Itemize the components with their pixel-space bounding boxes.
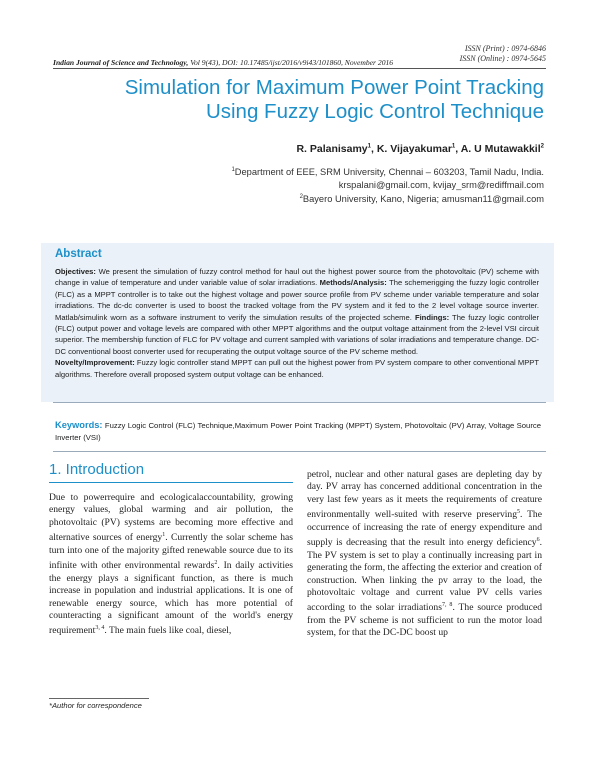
citation-3: 3, 4: [95, 625, 105, 632]
intro-right-text-3: . The PV system is set to play a continually increasing part in generating the form, the affecting the exterior and creation of construction. When linking the pv array to the load, the photovoltaic voltage and current value PV cells varies according to the solar irradiations: [307, 537, 542, 614]
intro-left-text-3: . In daily activities the energy plays a significant function, as there is much increase in population and industrial applications. It is one of renewable energy source, which has more potential of counteracting a significant amount of the world's energy requirement: [49, 560, 293, 637]
objectives-label: Objectives:: [55, 267, 96, 276]
author-3-sup: 2: [540, 143, 544, 150]
affiliation-2-sup: 2: [299, 194, 303, 200]
issn-print: ISSN (Print) : 0974-6846: [464, 44, 546, 53]
novelty-label: Novelty/Improvement:: [55, 358, 135, 368]
abstract-heading: Abstract: [55, 248, 102, 260]
intro-left-column: [49, 492, 293, 638]
keywords-label: Keywords:: [55, 420, 103, 430]
journal-details: Vol 9(43), DOI: 10.17485/ijst/2016/v9i43/101860, November 2016: [188, 58, 394, 67]
novelty-text: Fuzzy logic controller stand MPPT can pull out the highest power from PV system compare to other conventional MPPT algorithms. Therefore overall proposed system output voltage can be enhanced.: [55, 358, 539, 379]
citation-1: 1: [162, 532, 166, 539]
author-1-sup: 1: [367, 143, 371, 150]
affiliation-2-line-1: Bayero University, Kano, Nigeria; amusman11@gmail.com: [302, 194, 544, 205]
author-2: , K. Vijayakumar: [370, 143, 452, 155]
author-3: , A. U Mutawakkil: [455, 143, 541, 155]
issn-block: [460, 44, 546, 64]
author-1: R. Palanisamy: [296, 143, 368, 155]
keywords-text: Fuzzy Logic Control (FLC) Technique,Maximum Power Point Tracking (MPPT) System, Photovoltaic (PV) Array, Voltage Source Inverter (VSI): [55, 421, 541, 442]
author-list: [296, 143, 544, 155]
paper-title: [44, 76, 544, 124]
title-line-2: Using Fuzzy Logic Control Technique: [205, 100, 544, 123]
section-heading-introduction: 1. Introduction: [49, 461, 145, 478]
findings-text: The fuzzy logic controller (FLC) output power and voltage levels are compared with other MPPT algorithms and the output voltage attainment from the 2-level VSI circuit superior. The membership function of FLC for PV voltage and current sampled with variations of solar irradiations and temperature change. DC-DC conventional boost converter used for recuperating the output voltage source of the PV scheme method.: [55, 312, 539, 356]
intro-right-column: [307, 469, 542, 640]
citation-6: 6: [536, 537, 540, 544]
intro-left-text-2: . Currently the solar scheme has turn into one of the majority gifted renewable source due to its infinite with other environmental rewards: [49, 532, 293, 572]
citation-2: 2: [214, 560, 218, 567]
findings-label: Findings:: [414, 312, 450, 322]
issn-online: ISSN (Online) : 0974-5645: [459, 54, 546, 63]
header-rule: [53, 68, 546, 69]
affiliation-1: [231, 164, 544, 192]
footnote-correspondence: *Author for correspondence: [49, 701, 142, 710]
abstract-body: [55, 266, 539, 380]
affiliation-1-sup: 1: [231, 167, 235, 173]
author-2-sup: 1: [451, 143, 456, 150]
intro-right-text-4: . The source produced from the PV scheme is not sufficient to run the motor load system, for that the DC-DC boost up: [307, 602, 542, 639]
journal-name: Indian Journal of Science and Technology,: [53, 58, 189, 67]
citation-7-8: 7, 8: [441, 602, 453, 609]
journal-citation: [53, 58, 393, 67]
intro-right-text-1: petrol, nuclear and other natural gases are depleting day by day. PV array has concerned additional concentration in the very last few years as it meets the requirements of creature environmentally well-suited with reserve preserving: [307, 469, 542, 521]
methods-label: Methods/Analysis:: [319, 278, 387, 288]
section-heading-rule: [49, 482, 293, 483]
title-line-1: Simulation for Maximum Power Point Tracking: [124, 76, 544, 99]
methods-text: The schemerigging the fuzzy logic controller (FLC) as a MPPT controller is to take out the highest voltage and power source profile from PV scheme under variable temperature and solar irradiations. The dc-dc converter is used to boost the tracked voltage from the PV system and it fed to the 2 level voltage source inverter. Matlab/simulink worn as a software instrument to verify the simulation results of the projected scheme.: [55, 278, 539, 322]
affiliation-1-line-1: Department of EEE, SRM University, Chennai – 603203, Tamil Nadu, India.: [234, 167, 544, 178]
intro-left-text-1: Due to powerrequire and ecologicalaccountability, growing energy values, global warming and air pollution, the photovoltaic (PV) systems are becoming more effective and alternative sources of energy: [49, 492, 293, 544]
objectives-text: We present the simulation of fuzzy control method for haul out the highest power source from the photovoltaic (PV) scheme with change in value of temperature and under variable value of solar irradiations.: [55, 267, 539, 288]
intro-left-text-4: . The main fuels like coal, diesel,: [104, 625, 232, 637]
citation-5: 5: [517, 509, 521, 516]
intro-right-text-2: . The occurrence of increasing the rate of energy expenditure and supply is decreasing that the result into energy deficiency: [307, 509, 542, 549]
keywords-top-rule: [53, 402, 546, 403]
affiliation-2: [300, 191, 544, 206]
footnote-rule: [49, 698, 149, 699]
keywords-bottom-rule: [53, 451, 546, 452]
affiliation-1-line-2: krspalani@gmail.com, kvijay_srm@rediffmail.com: [338, 180, 544, 191]
keywords-block: [55, 419, 541, 444]
